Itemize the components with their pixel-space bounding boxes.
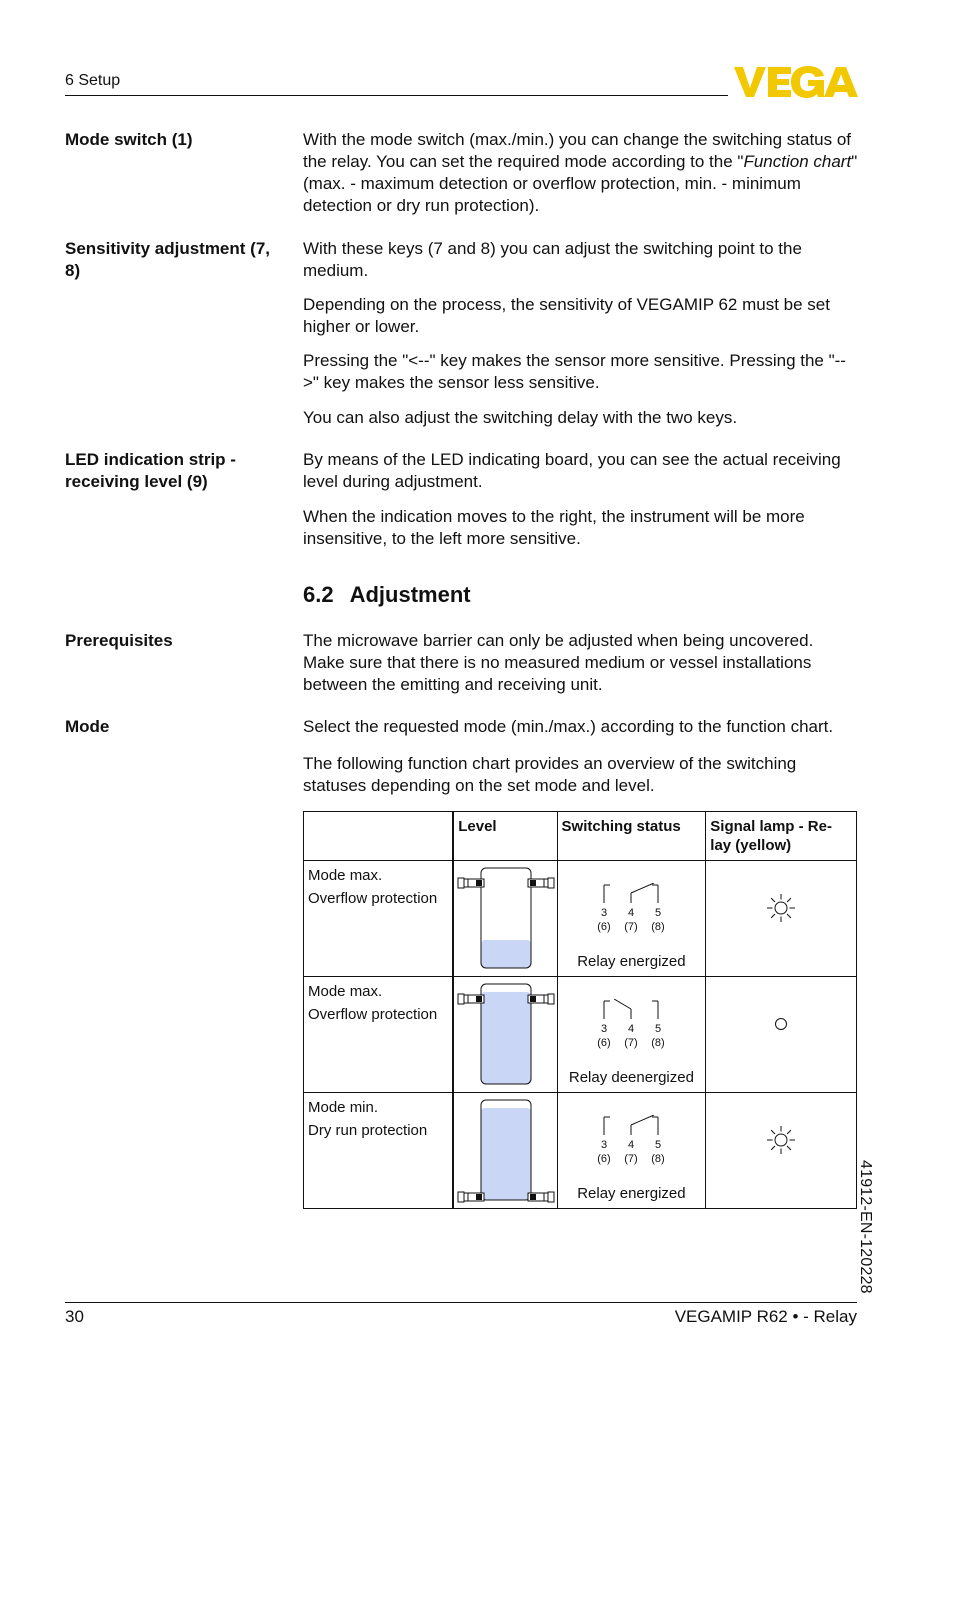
terminal-alt-number: (8)	[650, 1153, 665, 1165]
signal-lamp-icon	[764, 1007, 798, 1041]
emitter-horn	[476, 880, 482, 886]
label-mode-switch: Mode switch (1)	[65, 130, 193, 149]
vessel-diagram	[454, 977, 558, 1092]
relay-status: Relay energized	[577, 953, 686, 970]
lamp-ray	[771, 914, 775, 918]
receiver-flange	[548, 994, 554, 1004]
relay-status: Relay deenergized	[568, 1069, 694, 1086]
lamp-ray	[787, 1130, 791, 1134]
label-led-strip: LED indication strip - receiving level (9)	[65, 450, 236, 491]
label-sensitivity-adjustment: Sensitivity adjustment (7, 8)	[65, 239, 270, 280]
lamp-bulb	[775, 902, 787, 914]
terminal-alt-number: (6)	[596, 1037, 611, 1049]
contact-lines	[604, 999, 658, 1019]
signal-lamp-icon	[764, 891, 798, 925]
relay-contact-diagram	[594, 883, 670, 935]
terminal-number: 4	[627, 1023, 634, 1035]
row-mode: Mode max.	[308, 983, 383, 1000]
terminal-alt-number: (8)	[650, 921, 665, 933]
contact-lines	[604, 1115, 658, 1135]
mode-para-2: The following function chart provides an overview of the switching statuses depending on the set mode and level.	[303, 754, 797, 795]
header-rule	[65, 95, 728, 96]
lamp-bulb	[775, 1134, 787, 1146]
mode-switch-text: With the mode switch (max./min.) you can change the switching status of the relay. You can set the required mode according to the "Function chart" (max. - maximum detection or overflow protection, min. - minimum detection or dry run protection).	[303, 130, 858, 215]
terminal-number: 5	[654, 1023, 661, 1035]
row-protection: Overflow protection	[308, 890, 438, 907]
header-level: Level	[453, 812, 557, 861]
emitter-flange	[458, 994, 464, 1004]
emitter-horn	[476, 1194, 482, 1200]
lamp-ray	[771, 1130, 775, 1134]
receiver-horn	[530, 880, 536, 886]
switch-arm	[631, 883, 654, 893]
sensitivity-para-1: With these keys (7 and 8) you can adjust the switching point to the medium.	[303, 239, 802, 280]
function-chart-table	[303, 811, 857, 1209]
relay-contact-diagram	[594, 1115, 670, 1167]
document-number: 41912-EN-120228	[857, 1160, 874, 1294]
sensitivity-para-4: You can also adjust the switching delay with the two keys.	[303, 408, 738, 427]
emitter-flange	[458, 878, 464, 888]
led-para-2: When the indication moves to the right, the instrument will be more insensitive, to the left more sensitive.	[303, 507, 805, 548]
relay-contact-diagram	[594, 999, 670, 1051]
vessel-diagram	[454, 1093, 558, 1208]
row-protection: Overflow protection	[308, 1006, 438, 1023]
terminal-number: 5	[654, 1139, 661, 1151]
terminal-alt-number: (7)	[623, 921, 638, 933]
terminal-alt-number: (6)	[596, 921, 611, 933]
receiver-flange	[548, 878, 554, 888]
switch-arm	[631, 1115, 654, 1125]
terminal-number: 4	[627, 1139, 634, 1151]
lamp-ray	[787, 898, 791, 902]
sensitivity-para-2: Depending on the process, the sensitivity of VEGAMIP 62 must be set higher or lower.	[303, 295, 830, 336]
terminal-alt-number: (8)	[650, 1037, 665, 1049]
table-row	[304, 861, 857, 977]
terminal-alt-number: (7)	[623, 1037, 638, 1049]
label-mode: Mode	[65, 717, 110, 736]
medium-fill	[481, 992, 531, 1084]
relay-status: Relay energized	[577, 1185, 686, 1202]
label-prerequisites: Prerequisites	[65, 631, 173, 650]
header-signal-lamp: Signal lamp - Re-lay (yellow)	[706, 812, 857, 861]
sensitivity-para-3: Pressing the "<--" key makes the sensor more sensitive. Pressing the "-->" key makes the sensor less sensitive.	[303, 351, 846, 392]
lamp-bulb	[776, 1019, 787, 1030]
emitter-flange	[458, 1192, 464, 1202]
receiver-horn	[530, 1194, 536, 1200]
contact-lines	[604, 883, 658, 903]
terminal-number: 3	[600, 1139, 607, 1151]
page-number: 30	[65, 1307, 84, 1326]
header-empty	[304, 812, 454, 861]
row-protection: Dry run protection	[308, 1122, 428, 1139]
medium-fill	[481, 1108, 531, 1200]
led-para-1: By means of the LED indicating board, you can see the actual receiving level during adjustment.	[303, 450, 841, 491]
terminal-number: 3	[600, 1023, 607, 1035]
receiver-flange	[548, 1192, 554, 1202]
emitter-horn	[476, 996, 482, 1002]
running-header: 6 Setup	[65, 72, 121, 89]
prerequisites-text: The microwave barrier can only be adjusted when being uncovered. Make sure that there is no measured medium or vessel installations between the emitting and receiving unit.	[303, 631, 814, 694]
signal-lamp-icon	[764, 1123, 798, 1157]
terminal-alt-number: (7)	[623, 1153, 638, 1165]
lamp-ray	[787, 1146, 791, 1150]
header-switching-status: Switching status	[557, 812, 706, 861]
terminal-number: 4	[627, 907, 634, 919]
section-heading: 6.2 Adjustment	[303, 582, 471, 607]
mode-para-1: Select the requested mode (min./max.) according to the function chart.	[303, 717, 834, 736]
lamp-ray	[771, 1146, 775, 1150]
row-mode: Mode max.	[308, 867, 383, 884]
table-row	[304, 977, 857, 1093]
medium-fill	[481, 940, 531, 968]
lamp-ray	[771, 898, 775, 902]
vega-logo	[734, 66, 858, 98]
receiver-horn	[530, 996, 536, 1002]
row-mode: Mode min.	[308, 1099, 379, 1116]
footer-product: VEGAMIP R62 • - Relay	[674, 1307, 857, 1326]
footer-rule	[65, 1302, 857, 1303]
terminal-number: 5	[654, 907, 661, 919]
switch-arm	[614, 999, 631, 1009]
vessel-diagram	[454, 861, 558, 976]
table-row	[304, 1093, 857, 1209]
lamp-ray	[787, 914, 791, 918]
table-header-row	[304, 812, 857, 861]
terminal-alt-number: (6)	[596, 1153, 611, 1165]
terminal-number: 3	[600, 907, 607, 919]
